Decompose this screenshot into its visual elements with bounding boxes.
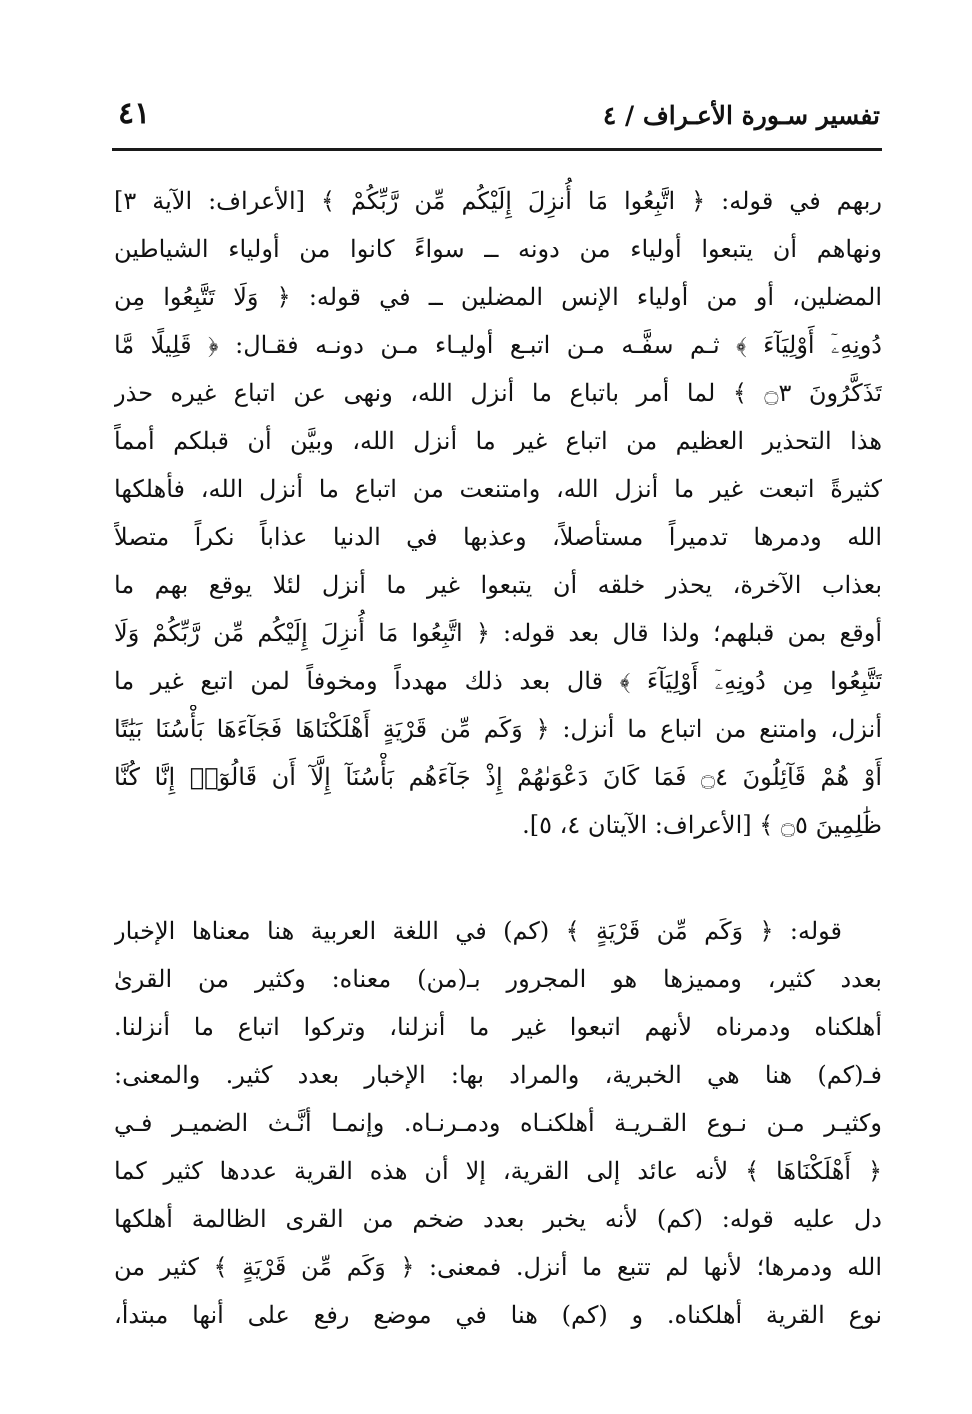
text-line: ﴿ أَهْلَكْنَاهَا ﴾ لأنه عائد إلى القرية، إلا أن هذه القرية عددها كثير كما [114, 1157, 882, 1185]
paragraph-2 [114, 907, 882, 1339]
text-line: أنزل، وامتنع من اتباع ما أنزل: ﴿ وَكَم مِّن قَرْيَةٍ أَهْلَكْنَاهَا فَجَآءَهَا بَأْسُنَا بَيَٰتًا [114, 715, 882, 743]
header-divider [112, 148, 882, 151]
text-line: الله ودمرها؛ لأنها لم تتبع ما أنزل. فمعنى: ﴿ وَكَم مِّن قَرْيَةٍ ﴾ كثير من [114, 1253, 882, 1281]
page-number: ٤١ [118, 96, 151, 131]
text-line: المضلين، أو من أولياء الإنس المضلين ــ في قوله: ﴿ وَلَا تَتَّبِعُوا مِن [114, 283, 882, 311]
text-line: ربهم في قوله: ﴿ اتَّبِعُوا مَا أُنزِلَ إِلَيْكُم مِّن رَّبِّكُمْ ﴾ [الأعراف: الآية ٣] [114, 187, 882, 215]
text-line: أهلكناه ودمرناه لأنهم اتبعوا غير ما أنزلنا، وتركوا اتباع ما أنزلنا. [114, 1013, 882, 1041]
text-line: نوع القرية أهلكناه. و (كم) هنا في موضع رفع على أنها مبتدأ، [114, 1301, 882, 1329]
text-line: هذا التحذير العظيم من اتباع غير ما أنزل الله، وبيَّن أن قبلكم أمماً [114, 427, 882, 455]
paragraph-1 [114, 177, 882, 849]
text-line: كثيرةً اتبعت غير ما أنزل الله، وامتنعت من اتباع ما أنزل الله، فأهلكها [114, 475, 882, 503]
text-line: بعدد كثير، ومميزها هو المجرور بـ(من) معناه: وكثير من القرىٰ [114, 965, 882, 993]
text-line: بعذاب الآخرة، يحذر خلقه أن يتبعوا غير ما أنزل لئلا يوقع بهم ما [114, 571, 882, 599]
running-title: تفسير سـورة الأعـراف / ٤ [602, 101, 880, 130]
text-line: الله ودمرها تدميراً مستأصلاً، وعذبها في الدنيا عذاباً نكراً متصلاً [114, 523, 882, 551]
text-line: فـ(كم) هنا هي الخبرية، والمراد بها: الإخبار بعدد كثير. والمعنى: [114, 1061, 882, 1089]
text-line: وكثيـر مـن نـوع القـريـة أهلكنـاه ودمـرنـاه. وإنمـا أنَّـث الضميـر فـي [114, 1109, 882, 1137]
text-line: تَذَكَّرُونَ ۝٣ ﴾ لما أمر باتباع ما أنزل الله، ونهى عن اتباع غيره حذر [114, 379, 882, 407]
text-line: تَتَّبِعُوا مِن دُونِهِۦٓ أَوْلِيَآءَ ﴾ قال بعد ذلك مهدداً ومخوفاً لمن اتبع غير ما [114, 667, 882, 695]
text-line: أوقع بمن قبلهم؛ ولذا قال بعد قوله: ﴿ اتَّبِعُوا مَا أُنزِلَ إِلَيْكُم مِّن رَّبِّكُمْ وَلَا [114, 619, 882, 647]
text-line: ونهاهم أن يتبعوا أولياء من دونه ــ سواءً كانوا من أولياء الشياطين [114, 235, 882, 263]
text-line: قوله: ﴿ وَكَم مِّن قَرْيَةٍ ﴾ (كم) في اللغة العربية هنا معناها الإخبار [114, 917, 842, 945]
text-line: أَوْ هُمْ قَآئِلُونَ ۝٤ فَمَا كَانَ دَعْوَىٰهُمْ إِذْ جَآءَهُم بَأْسُنَآ إِلَّآ أَن قَالُوٓا۟ إِنَّا كُنَّا [114, 763, 882, 791]
page-header [118, 92, 880, 144]
text-line: ظَٰلِمِينَ ۝٥ ﴾ [الأعراف: الآيتان ٤، ٥]. [522, 811, 882, 839]
text-line: دل عليه قوله: (كم) لأنه يخبر بعدد ضخم من القرى الظالمة أهلكها [114, 1205, 882, 1233]
text-line: دُونِهِۦٓ أَوْلِيَآءَ ﴾ ثـم سفَّـه مـن اتبـع أوليـاء مـن دونـه فقـال: ﴿ قَلِيلًا مَّا [114, 331, 882, 359]
